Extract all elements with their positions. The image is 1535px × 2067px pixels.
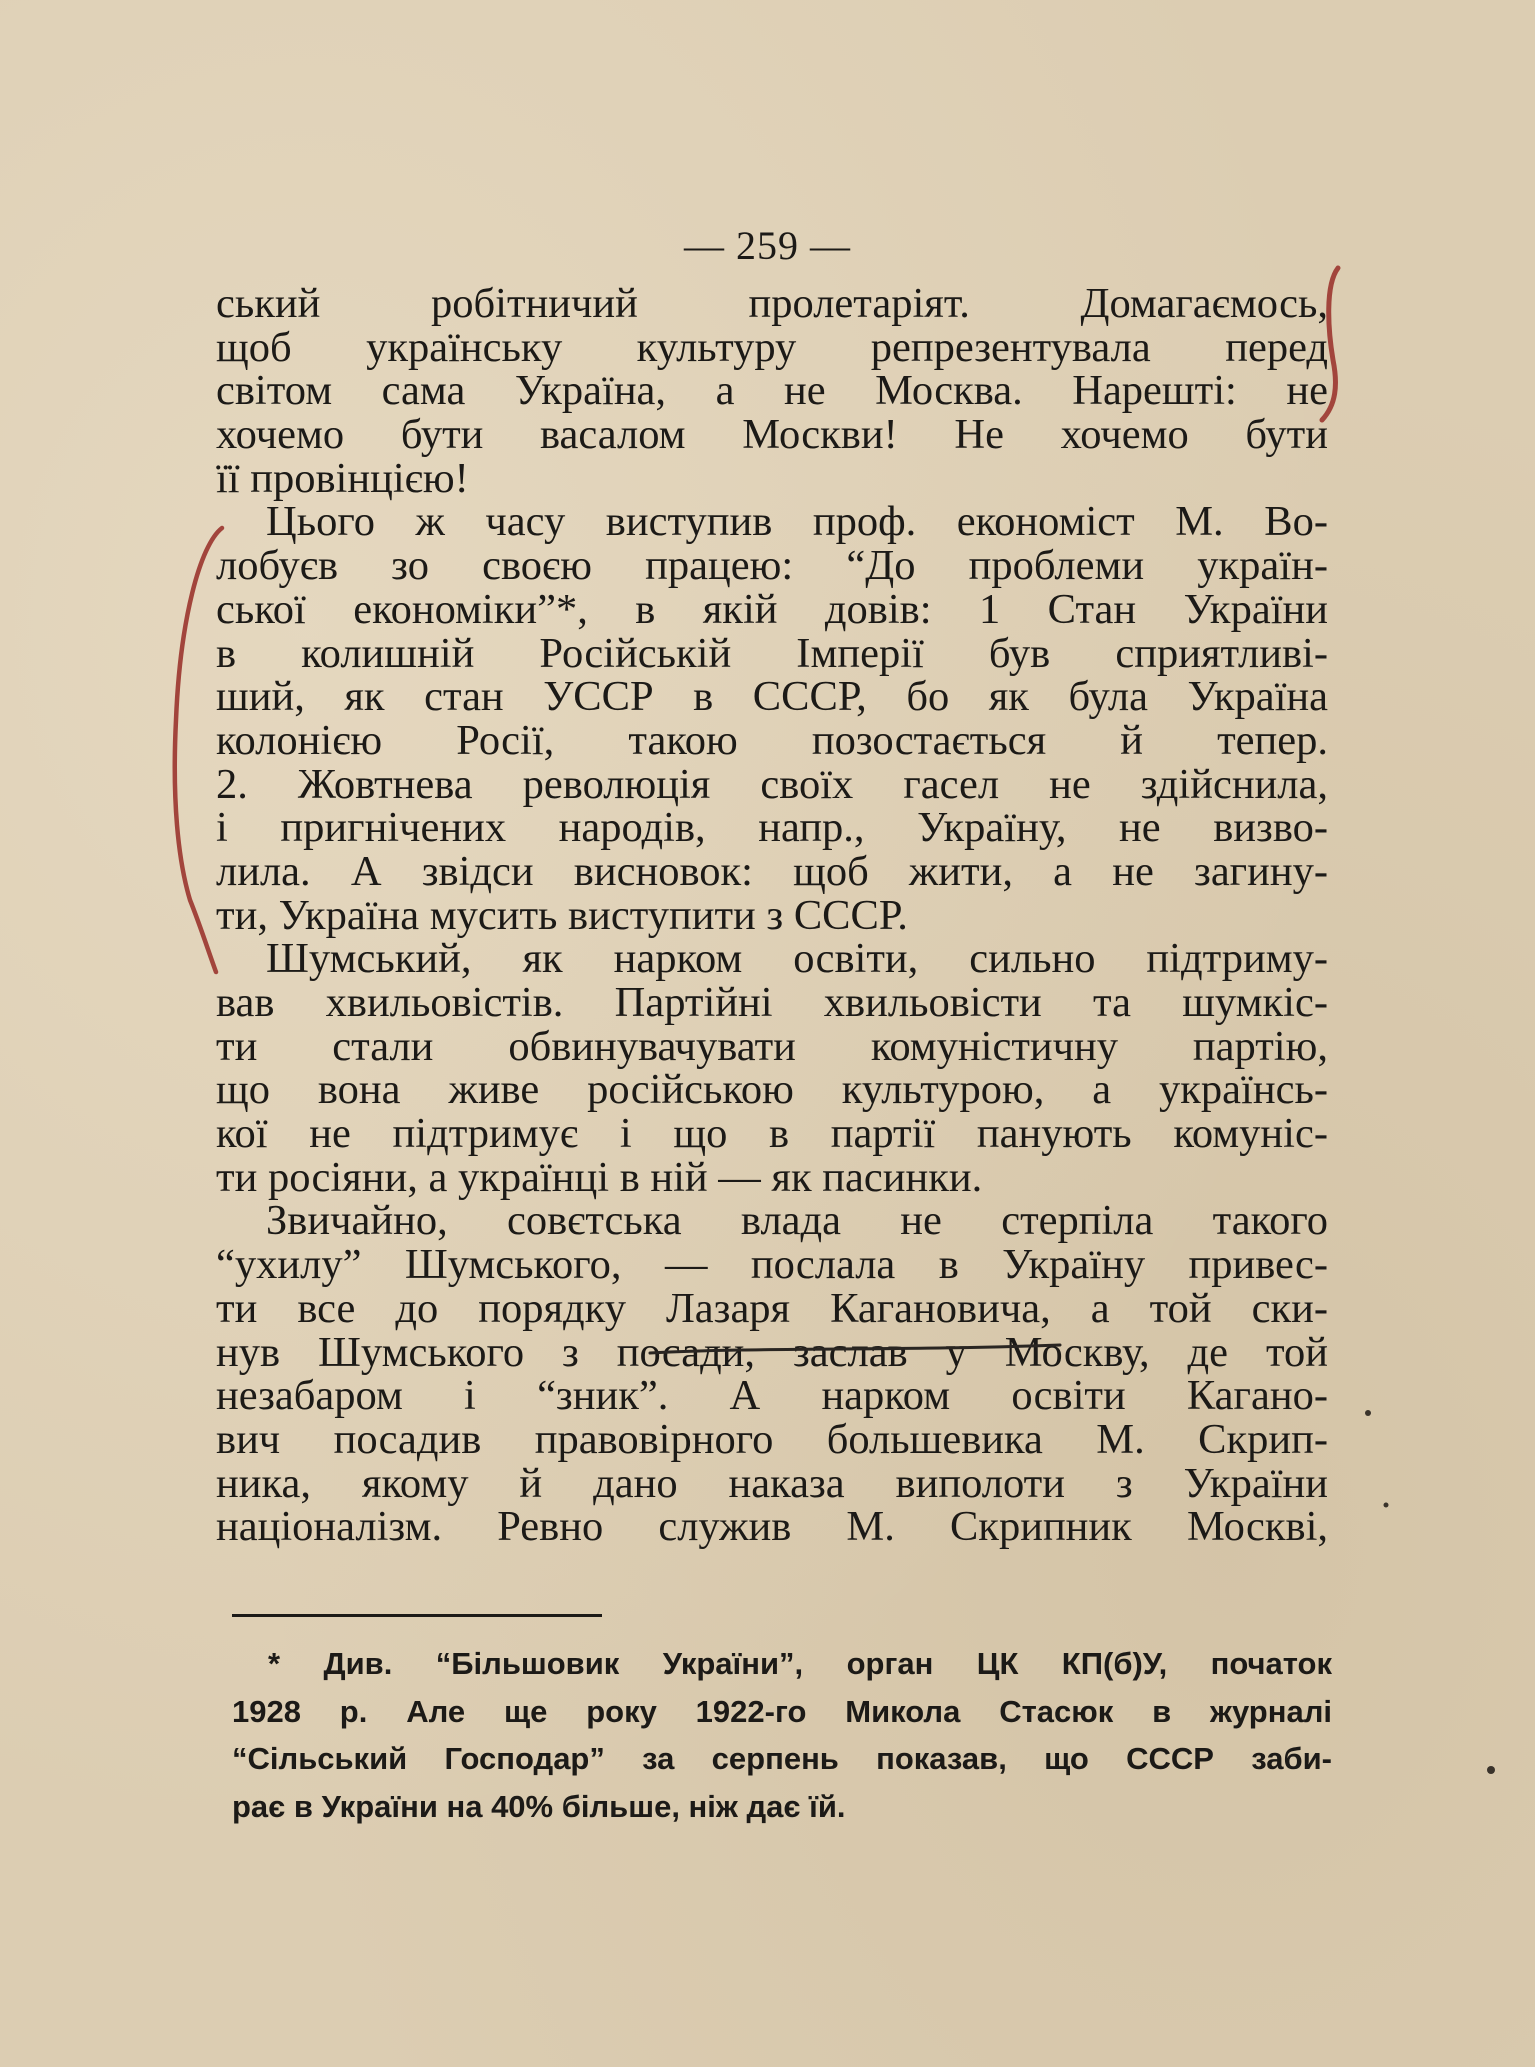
ink-speck [1365,1410,1371,1416]
text-line: щоб українську культуру репрезентувала перед [216,323,1328,371]
ink-speck [1487,1766,1495,1774]
text-line: що вона живе російською культурою, а українсь- [216,1066,1328,1114]
footnote-line: рає в України на 40% більше, ніж дає їй. [232,1788,846,1824]
text-line: нув Шумського з посади, заслав у Москву, де той [216,1328,1328,1376]
text-line: незабаром і “зник”. А нарком освіти Кагано- [216,1372,1328,1420]
text-line: ської економіки”*, в якій довів: 1 Стан України [216,585,1328,633]
text-line: хочемо бути васалом Москви! Не хочемо бути [216,411,1328,459]
text-line: ський робітничий пролетаріят. Домагаємось, [216,280,1328,327]
text-line: Цього ж часу виступив проф. економіст М. Во- [266,498,1328,546]
text-line: ший, як стан УССР в СССР, бо як була Україна [216,673,1328,721]
body-text [216,282,1328,1549]
text-line: ника, якому й дано наказа виполоти з України [216,1459,1328,1507]
text-line: ти стали обвинувачувати комуністичну партію, [216,1022,1328,1070]
text-line: кої не підтримує і що в партії панують комуніс- [216,1110,1328,1158]
page-number: — 259 — [684,223,851,268]
text-line: лила. А звідси висновок: щоб жити, а не загину- [216,847,1328,895]
footnote-line: 1928 р. Але ще року 1922-го Микола Стасюк в журналі [232,1693,1332,1729]
text-line: 2. Жовтнева революція своїх гасел не здійснила, [216,760,1328,808]
footnote [232,1640,1332,1830]
footnote-line: * Див. “Більшовик України”, орган ЦК КП(б)У, початок [268,1646,1332,1681]
text-line: вич посадив правовірного большевика М. Скрип- [216,1415,1328,1463]
text-line: лобуєв зо своєю працею: “До проблеми україн- [216,542,1328,590]
text-line: її провінцією! [216,454,469,502]
text-line: ти все до порядку Лазаря Кагановича, а той ски- [216,1284,1328,1332]
text-line: ти росіяни, а українці в ній — як пасинки. [216,1153,983,1201]
text-line: “ухилу” Шумського, — послала в Україну привес- [216,1241,1328,1289]
left-margin-bracket [175,528,222,972]
text-line: в колишній Російській Імперії був сприятливі- [216,629,1328,677]
footnote-separator [232,1614,602,1617]
text-line: Звичайно, совєтська влада не стерпіла такого [266,1197,1328,1245]
text-line: націоналізм. Ревно служив М. Скрипник Москві, [216,1503,1328,1551]
text-line: Шумський, як нарком освіти, сильно підтриму- [266,935,1328,983]
text-line: колонією Росії, такою позостається й тепер. [216,716,1328,764]
text-line: світом сама Україна, а не Москва. Нарешті: не [216,367,1328,415]
ink-speck [1384,1503,1389,1508]
text-line: вав хвильовістів. Партійні хвильовісти та шумкіс- [216,979,1328,1026]
footnote-line: “Сільський Господар” за серпень показав, що СССР заби- [232,1741,1332,1776]
text-line: і пригнічених народів, напр., Україну, не визво- [216,804,1328,852]
text-line: ти, Україна мусить виступити з СССР. [216,891,908,939]
